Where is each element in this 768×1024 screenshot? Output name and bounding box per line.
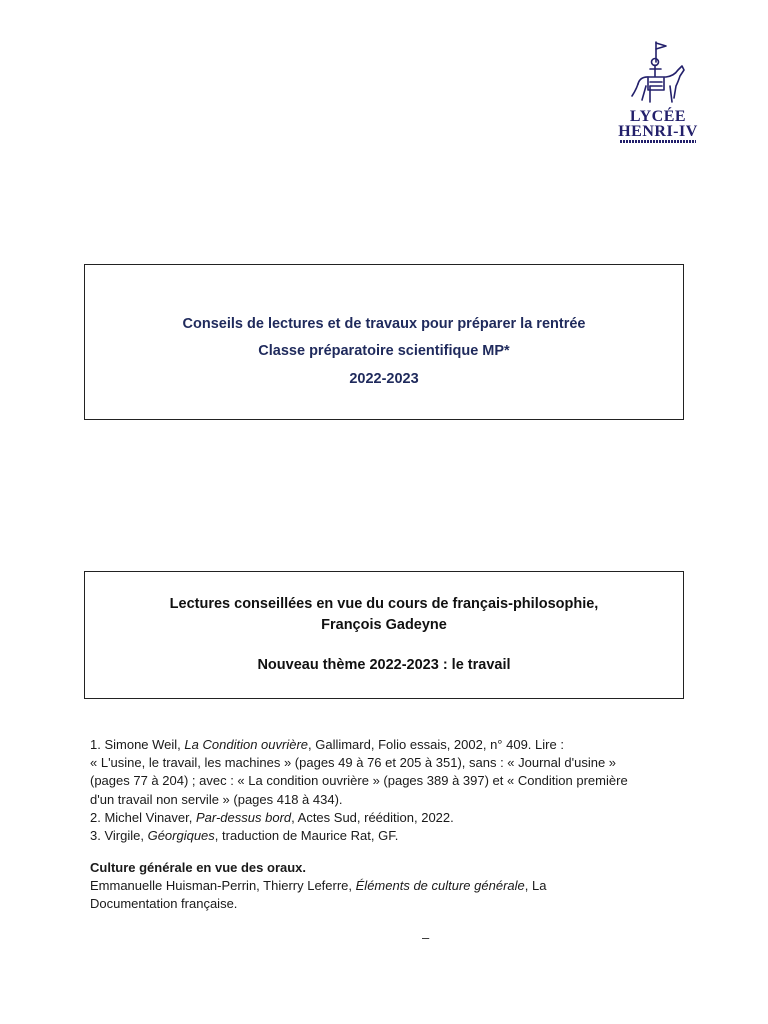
reading-list — [90, 736, 680, 845]
reading-item-1-detail: (pages 77 à 204) ; avec : « La condition ouvrière » (pages 389 à 397) et « Condition première — [90, 773, 628, 789]
reading-item-1: 1. Simone Weil, La Condition ouvrière, Gallimard, Folio essais, 2002, n° 409. Lire : — [90, 737, 564, 752]
logo-text-lycee: LYCÉE — [629, 108, 687, 125]
reading-item-1-detail: « L'usine, le travail, les machines » (pages 49 à 76 et 205 à 351), sans : « Journal d'usine » — [90, 755, 617, 771]
theme-heading: Nouveau thème 2022-2023 : le travail — [257, 657, 511, 673]
reading-item-3: 3. Virgile, Géorgiques, traduction de Maurice Rat, GF. — [90, 828, 399, 844]
teacher-name: François Gadeyne — [321, 617, 447, 633]
class-name: Classe préparatoire scientifique MP* — [258, 343, 510, 359]
page-footer-dash: – — [422, 930, 430, 945]
course-box — [84, 571, 684, 699]
culture-section — [90, 859, 680, 914]
title-box — [84, 264, 684, 420]
document-title: Conseils de lectures et de travaux pour préparer la rentrée — [182, 316, 586, 332]
logo-text-henri-iv: HENRI-IV — [618, 123, 698, 140]
culture-reference-cont: Documentation française. — [90, 896, 238, 912]
culture-heading: Culture générale en vue des oraux. — [90, 860, 307, 875]
school-year: 2022-2023 — [349, 371, 419, 387]
culture-reference: Emmanuelle Huisman-Perrin, Thierry Leferre, Éléments de culture générale, La — [90, 878, 547, 894]
lycee-henri-iv-logo — [612, 40, 704, 144]
reading-item-2: 2. Michel Vinaver, Par-dessus bord, Actes Sud, réédition, 2022. — [90, 809, 454, 825]
logo-motto-line — [620, 140, 696, 143]
reading-item-1-detail: d'un travail non servile » (pages 418 à 434). — [90, 791, 343, 807]
knight-on-horse-icon — [626, 40, 690, 116]
course-heading: Lectures conseillées en vue du cours de français-philosophie, — [169, 596, 599, 612]
